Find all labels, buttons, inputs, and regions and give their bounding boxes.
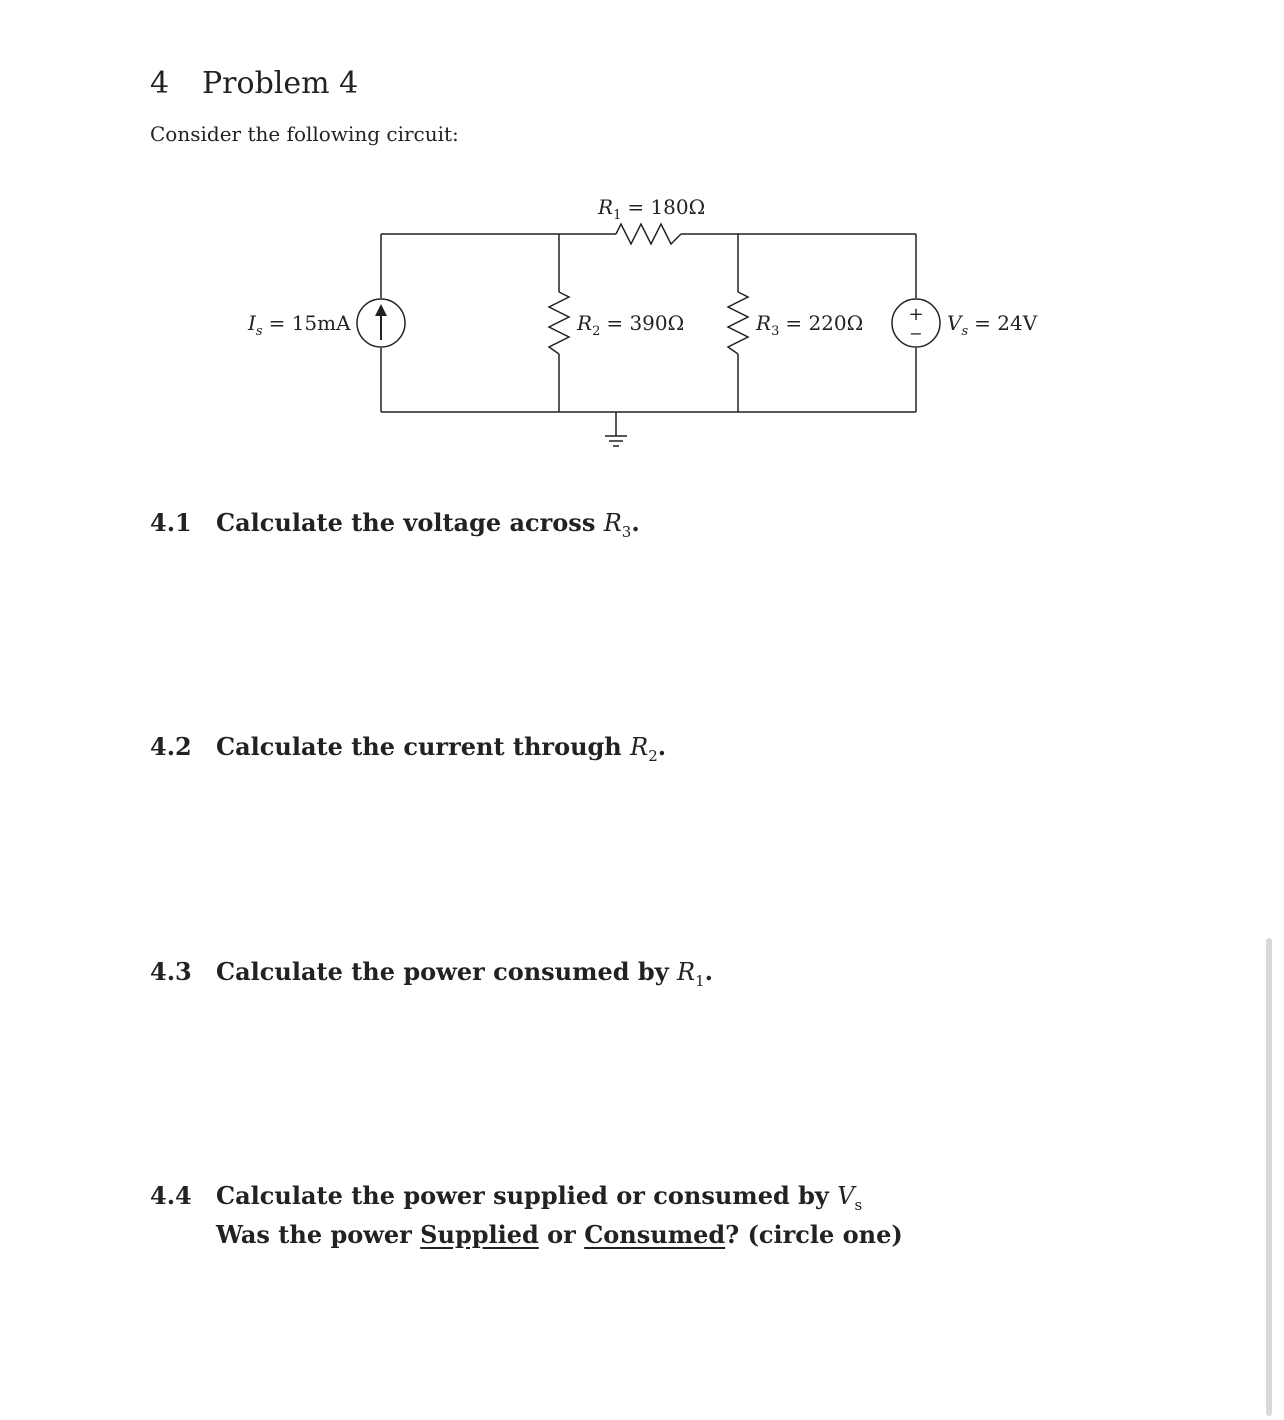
scrollbar[interactable] bbox=[1266, 938, 1272, 1416]
r2-label: $R_2 = 390\Omega$ bbox=[577, 311, 685, 339]
intro-text: Consider the following circuit: bbox=[150, 122, 459, 146]
supplied-choice[interactable]: Supplied bbox=[420, 1219, 539, 1249]
consumed-choice[interactable]: Consumed bbox=[584, 1219, 726, 1249]
question-4-1: 4.1 Calculate the voltage across $R_3$. bbox=[150, 508, 640, 541]
section-title: Problem 4 bbox=[202, 66, 359, 101]
vs-plus-sign: + bbox=[908, 304, 924, 325]
resistor-r2 bbox=[549, 292, 569, 354]
section-number: 4 bbox=[150, 66, 170, 101]
question-4-4: 4.4 Calculate the power supplied or consumed by $V_s$ Was the power Supplied or Consumed? (circle one) bbox=[150, 1181, 903, 1249]
vs-minus-sign: − bbox=[909, 324, 923, 343]
arrow-up-icon bbox=[375, 304, 387, 340]
r1-label: $R_1 = 180\Omega$ bbox=[598, 195, 706, 223]
r3-label: $R_3 = 220\Omega$ bbox=[756, 311, 864, 339]
ground-symbol bbox=[605, 412, 627, 446]
question-4-3: 4.3 Calculate the power consumed by $R_1$. bbox=[150, 957, 713, 990]
question-4-4-line2: Was the power Supplied or Consumed? (circle one) bbox=[216, 1219, 903, 1249]
is-label: $I_s = 15mA$ bbox=[248, 311, 351, 339]
question-4-2: 4.2 Calculate the current through $R_2$. bbox=[150, 732, 667, 765]
resistor-r3 bbox=[728, 292, 748, 354]
resistor-r1 bbox=[616, 224, 681, 244]
circuit-diagram bbox=[0, 0, 1284, 480]
vs-label: $V_s = 24V$ bbox=[947, 311, 1038, 339]
